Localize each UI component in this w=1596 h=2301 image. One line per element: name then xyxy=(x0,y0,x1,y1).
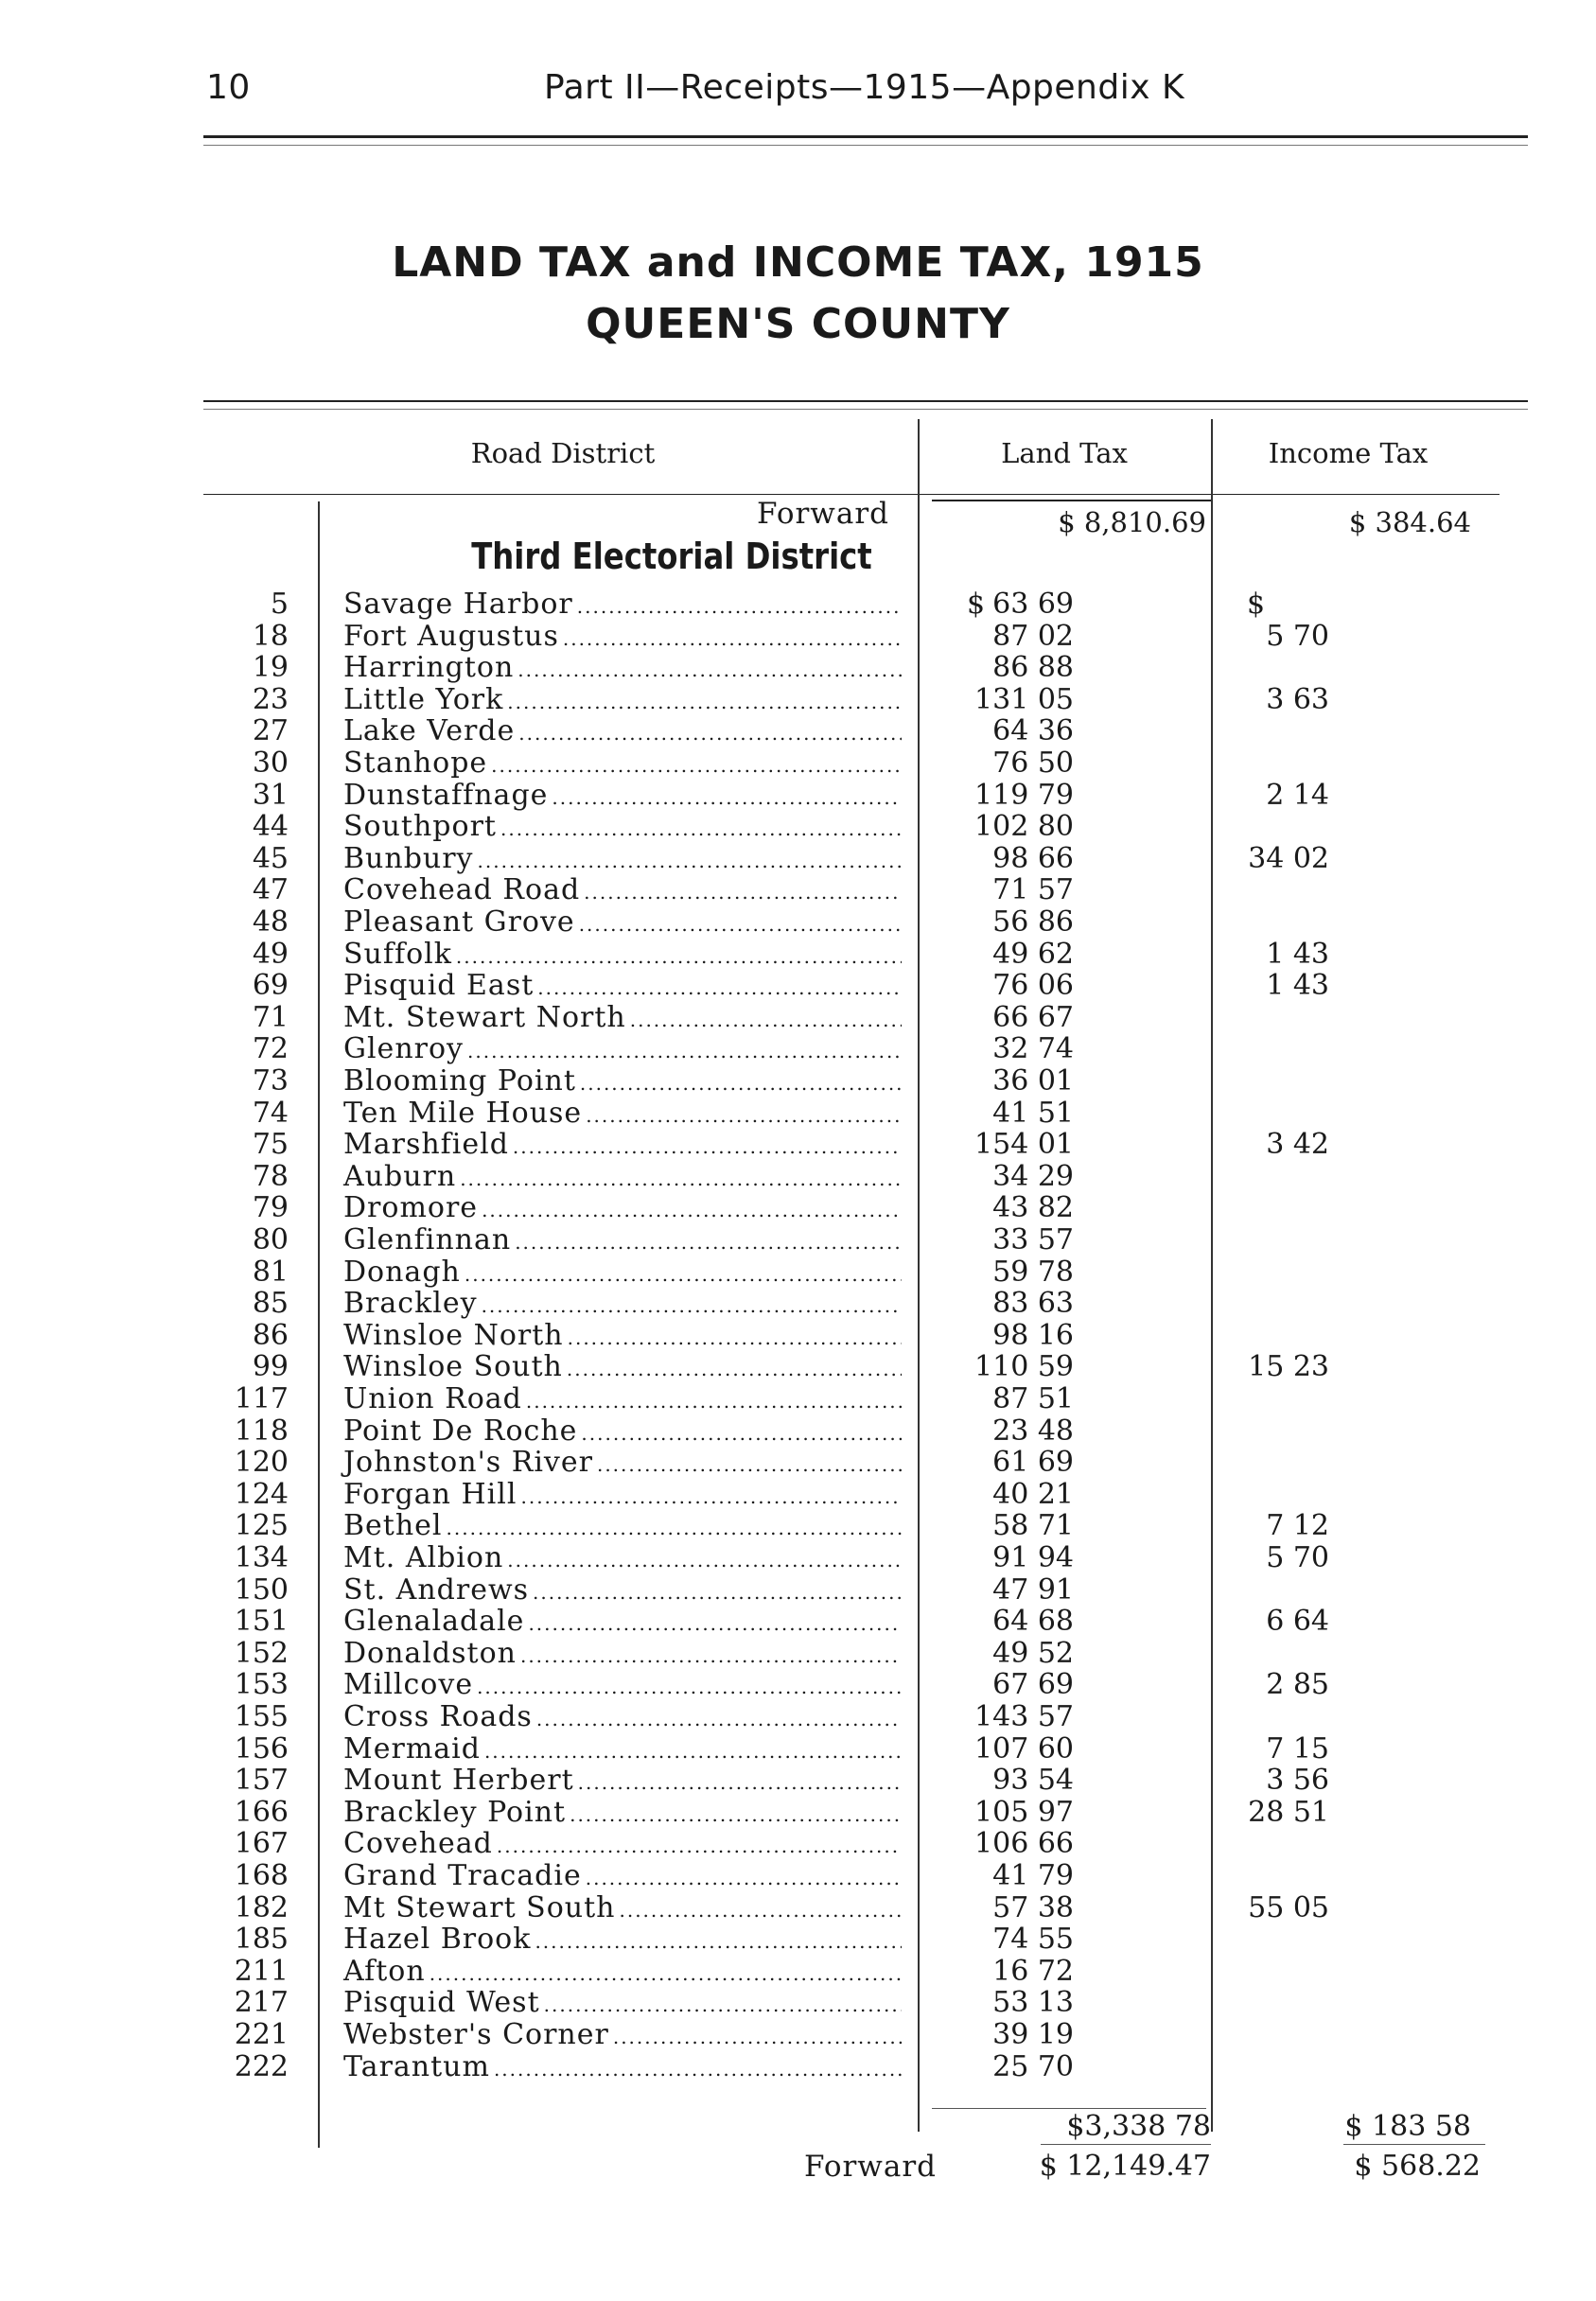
district-name-cell xyxy=(343,2018,902,2051)
land-tax-value: 154 01 xyxy=(974,1128,1074,1162)
district-number: 85 xyxy=(252,1287,289,1321)
district-number: 5 xyxy=(270,588,289,621)
dot-leader xyxy=(586,1859,902,1892)
district-name: Point De Roche xyxy=(343,1414,578,1448)
page-number: 10 xyxy=(206,68,251,107)
district-name-cell xyxy=(343,873,902,906)
land-tax-value: 61 69 xyxy=(992,1446,1074,1480)
district-name: Hazel Brook xyxy=(343,1923,532,1957)
dot-leader xyxy=(517,651,902,684)
dot-leader xyxy=(613,2018,902,2051)
dot-leader xyxy=(578,1764,902,1797)
land-tax-value: 107 60 xyxy=(974,1731,1074,1765)
district-name: Brackley Point xyxy=(343,1795,567,1829)
land-tax-value: 110 59 xyxy=(974,1350,1074,1384)
district-number: 217 xyxy=(234,1986,289,2020)
dot-leader xyxy=(570,1796,902,1829)
divider-income-column xyxy=(1211,419,1213,2132)
district-number: 168 xyxy=(234,1859,289,1892)
district-name: Union Road xyxy=(343,1382,522,1415)
dot-leader xyxy=(430,1955,902,1988)
land-tax-value: 47 91 xyxy=(992,1572,1074,1607)
district-name-cell xyxy=(343,683,902,716)
income-tax-value: 55 05 xyxy=(1248,1890,1329,1924)
district-name: Johnston's River xyxy=(343,1446,593,1480)
district-name: Glenfinnan xyxy=(343,1223,512,1256)
district-name: Pisquid East xyxy=(343,969,535,1003)
dot-leader xyxy=(482,1287,902,1320)
dot-leader xyxy=(465,1256,902,1289)
district-number: 78 xyxy=(252,1159,289,1193)
land-dollar-sign: $ xyxy=(967,588,986,621)
income-tax-value: 1 43 xyxy=(1266,969,1329,1003)
district-name: Dunstaffnage xyxy=(343,778,549,812)
land-tax-value: 16 72 xyxy=(992,1954,1074,1988)
dot-leader xyxy=(619,1891,902,1924)
income-tax-value: 3 42 xyxy=(1266,1128,1329,1162)
dot-leader xyxy=(497,1827,902,1860)
dot-leader xyxy=(477,1668,902,1701)
district-name-cell xyxy=(343,1128,902,1161)
district-name: Grand Tracadie xyxy=(343,1859,582,1892)
land-tax-value: 23 48 xyxy=(992,1414,1074,1448)
land-tax-value: 57 38 xyxy=(992,1890,1074,1924)
district-number: 48 xyxy=(252,905,289,939)
income-dollar-sign: $ xyxy=(1247,588,1266,621)
land-tax-value: 87 02 xyxy=(992,619,1074,653)
district-name: Lake Verde xyxy=(343,714,516,748)
district-name: Winsloe South xyxy=(343,1350,563,1384)
income-tax-value: 3 63 xyxy=(1266,682,1329,716)
income-tax-value: 15 23 xyxy=(1248,1350,1329,1384)
dot-leader xyxy=(500,810,902,843)
district-name-cell xyxy=(343,938,902,971)
district-name: Tarantum xyxy=(343,2049,490,2083)
district-name-cell xyxy=(343,1891,902,1924)
dot-leader xyxy=(520,1478,902,1511)
land-tax-value: 102 80 xyxy=(974,810,1074,844)
section-title: Third Electorial District xyxy=(471,536,872,577)
dot-leader xyxy=(533,1573,902,1607)
land-tax-value: 25 70 xyxy=(992,2049,1074,2083)
district-name: Donagh xyxy=(343,1255,461,1289)
district-name-cell xyxy=(343,1287,902,1320)
district-name-cell xyxy=(343,1764,902,1797)
district-name-cell xyxy=(343,1256,902,1289)
district-number: 72 xyxy=(252,1032,289,1066)
district-number: 125 xyxy=(234,1509,289,1543)
district-number: 150 xyxy=(234,1572,289,1607)
dot-leader xyxy=(537,969,902,1002)
district-name-cell xyxy=(343,810,902,843)
dot-leader xyxy=(581,1414,902,1448)
dot-leader xyxy=(579,905,902,939)
district-number: 45 xyxy=(252,841,289,875)
district-number: 69 xyxy=(252,969,289,1003)
forward-label-bottom: Forward xyxy=(804,2150,937,2184)
district-number: 31 xyxy=(252,778,289,812)
district-name-cell xyxy=(343,1573,902,1607)
district-number: 120 xyxy=(234,1446,289,1480)
district-name: Stanhope xyxy=(343,747,488,780)
dot-leader xyxy=(507,1541,902,1574)
land-tax-value: 98 66 xyxy=(992,841,1074,875)
district-name-cell xyxy=(343,1414,902,1448)
dot-leader xyxy=(467,1032,902,1065)
land-tax-value: 53 13 xyxy=(992,1986,1074,2020)
income-tax-value: 3 56 xyxy=(1266,1764,1329,1798)
land-tax-value: 39 19 xyxy=(992,2018,1074,2051)
header-rule xyxy=(203,135,1528,138)
district-name: Mt. Stewart North xyxy=(343,1000,626,1034)
header-rule-thin xyxy=(203,145,1528,146)
district-name-cell xyxy=(343,620,902,653)
divider-land-column xyxy=(918,419,920,2132)
district-name: Mount Herbert xyxy=(343,1764,574,1798)
dot-leader xyxy=(447,1509,902,1542)
income-tax-value: 34 02 xyxy=(1248,841,1329,875)
land-tax-value: 59 78 xyxy=(992,1255,1074,1289)
district-name-cell xyxy=(343,905,902,939)
district-name-cell xyxy=(343,1827,902,1860)
land-tax-value: 34 29 xyxy=(992,1159,1074,1193)
income-tax-value: 2 85 xyxy=(1266,1668,1329,1702)
district-name: Blooming Point xyxy=(343,1064,576,1098)
district-name-cell xyxy=(343,714,902,747)
dot-leader xyxy=(484,1732,902,1765)
district-name: Glenaladale xyxy=(343,1605,525,1639)
income-tax-value: 7 15 xyxy=(1266,1731,1329,1765)
district-name: Harrington xyxy=(343,651,515,685)
district-name-cell xyxy=(343,1796,902,1829)
district-number: 166 xyxy=(234,1795,289,1829)
district-number: 221 xyxy=(234,2018,289,2051)
page-subtitle: QUEEN'S COUNTY xyxy=(586,300,1010,348)
district-number: 80 xyxy=(252,1223,289,1256)
district-name: Mermaid xyxy=(343,1731,481,1765)
district-name: Ten Mile House xyxy=(343,1096,583,1130)
table-top-rule xyxy=(203,400,1528,402)
dot-leader xyxy=(535,1923,902,1956)
district-name-cell xyxy=(343,1923,902,1956)
dot-leader xyxy=(563,620,902,653)
land-tax-value: 66 67 xyxy=(992,1000,1074,1034)
dot-leader xyxy=(630,1001,902,1034)
district-name-cell xyxy=(343,1191,902,1224)
dot-leader xyxy=(584,873,902,906)
district-name: Pisquid West xyxy=(343,1986,540,2020)
dot-leader xyxy=(568,1319,902,1352)
land-tax-value: 87 51 xyxy=(992,1382,1074,1415)
district-name: Webster's Corner xyxy=(343,2018,609,2051)
land-tax-value: 49 52 xyxy=(992,1636,1074,1670)
land-tax-value: 98 16 xyxy=(992,1318,1074,1352)
district-name: Cross Roads xyxy=(343,1700,533,1733)
district-number: 185 xyxy=(234,1923,289,1957)
district-number: 30 xyxy=(252,747,289,780)
district-name-cell xyxy=(343,779,902,812)
income-tax-value: 5 70 xyxy=(1266,619,1329,653)
dot-leader xyxy=(518,714,902,747)
district-number: 156 xyxy=(234,1731,289,1765)
land-tax-value: 58 71 xyxy=(992,1509,1074,1543)
district-name-cell xyxy=(343,747,902,780)
district-number: 182 xyxy=(234,1890,289,1924)
land-tax-value: 86 88 xyxy=(992,651,1074,685)
district-number: 49 xyxy=(252,937,289,971)
land-tax-value: 64 68 xyxy=(992,1605,1074,1639)
land-tax-value: 83 63 xyxy=(992,1287,1074,1321)
district-name: Bunbury xyxy=(343,841,474,875)
dot-leader xyxy=(478,842,902,875)
district-name-cell xyxy=(343,1350,902,1383)
dot-leader xyxy=(491,747,902,780)
district-number: 23 xyxy=(252,682,289,716)
forward-income-tax-top: $ 384.64 xyxy=(1348,506,1471,538)
district-name: Savage Harbor xyxy=(343,588,573,621)
district-name: Pleasant Grove xyxy=(343,905,575,939)
district-name: Southport xyxy=(343,810,497,844)
income-tax-value: 7 12 xyxy=(1266,1509,1329,1543)
district-number: 152 xyxy=(234,1636,289,1670)
dot-leader xyxy=(577,588,902,621)
dot-leader xyxy=(567,1350,902,1383)
district-number: 71 xyxy=(252,1000,289,1034)
dot-leader xyxy=(597,1446,902,1479)
running-title: Part II—Receipts—1915—Appendix K xyxy=(544,68,1185,107)
district-name-cell xyxy=(343,588,902,621)
district-number: 73 xyxy=(252,1064,289,1098)
land-tax-value: 93 54 xyxy=(992,1764,1074,1798)
land-tax-value: 63 69 xyxy=(992,588,1074,621)
dot-leader xyxy=(494,2050,902,2083)
district-number: 19 xyxy=(252,651,289,685)
forward-label-top: Forward xyxy=(757,497,889,531)
forward-income-tax-bottom: $ 568.22 xyxy=(1354,2150,1481,2183)
district-number: 118 xyxy=(234,1414,289,1448)
district-name-cell xyxy=(343,1986,902,2019)
district-number: 211 xyxy=(234,1954,289,1988)
subtotal-land-tax: $3,338 78 xyxy=(1066,2110,1211,2143)
district-number: 44 xyxy=(252,810,289,844)
district-name-cell xyxy=(343,1859,902,1892)
land-tax-value: 36 01 xyxy=(992,1064,1074,1098)
district-name-cell xyxy=(343,842,902,875)
dot-leader xyxy=(520,1637,902,1670)
district-name: Winsloe North xyxy=(343,1318,564,1352)
land-forward-bottom-rule xyxy=(1041,2144,1211,2145)
land-tax-value: 71 57 xyxy=(992,873,1074,907)
income-tax-value: 2 14 xyxy=(1266,778,1329,812)
land-tax-value: 49 62 xyxy=(992,937,1074,971)
income-tax-value: 28 51 xyxy=(1248,1795,1329,1829)
column-header-road-district: Road District xyxy=(470,437,656,469)
district-number: 222 xyxy=(234,2049,289,2083)
land-tax-value: 119 79 xyxy=(974,778,1074,812)
land-tax-value: 40 21 xyxy=(992,1477,1074,1511)
district-name-cell xyxy=(343,969,902,1002)
district-name: Millcove xyxy=(343,1668,474,1702)
district-name-cell xyxy=(343,1541,902,1574)
column-header-income-tax: Income Tax xyxy=(1268,437,1429,469)
dot-leader xyxy=(507,683,902,716)
dot-leader xyxy=(526,1382,902,1415)
district-name: Fort Augustus xyxy=(343,619,559,653)
district-number: 79 xyxy=(252,1191,289,1225)
land-tax-value: 76 50 xyxy=(992,747,1074,780)
district-name-cell xyxy=(343,1032,902,1065)
income-tax-value: 5 70 xyxy=(1266,1541,1329,1574)
district-name-cell xyxy=(343,651,902,684)
divider-number-column xyxy=(318,501,320,2148)
district-name: Mt. Albion xyxy=(343,1541,504,1574)
land-tax-value: 131 05 xyxy=(974,682,1074,716)
forward-land-tax-bottom: $ 12,149.47 xyxy=(1039,2150,1211,2183)
land-tax-value: 41 79 xyxy=(992,1859,1074,1892)
district-number: 155 xyxy=(234,1700,289,1733)
district-name-cell xyxy=(343,2050,902,2083)
district-name-cell xyxy=(343,1097,902,1130)
district-name-cell xyxy=(343,1223,902,1256)
district-name: Bethel xyxy=(343,1509,443,1543)
dot-leader xyxy=(513,1128,902,1161)
district-name-cell xyxy=(343,1637,902,1670)
district-name: Little York xyxy=(343,682,504,716)
district-name: Forgan Hill xyxy=(343,1477,517,1511)
district-number: 151 xyxy=(234,1605,289,1639)
dot-leader xyxy=(528,1605,902,1638)
district-name-cell xyxy=(343,1382,902,1415)
dot-leader xyxy=(456,938,902,971)
district-number: 74 xyxy=(252,1096,289,1130)
page-title: LAND TAX and INCOME TAX, 1915 xyxy=(392,238,1204,287)
district-number: 153 xyxy=(234,1668,289,1702)
district-name-cell xyxy=(343,1160,902,1193)
income-tax-value: 6 64 xyxy=(1266,1605,1329,1639)
income-forward-bottom-rule xyxy=(1343,2144,1485,2145)
land-tax-value: 43 82 xyxy=(992,1191,1074,1225)
dot-leader xyxy=(586,1097,902,1130)
table-top-rule-thin xyxy=(203,409,1528,410)
district-number: 167 xyxy=(234,1827,289,1861)
district-name: St. Andrews xyxy=(343,1572,530,1607)
district-number: 157 xyxy=(234,1764,289,1798)
land-tax-value: 33 57 xyxy=(992,1223,1074,1256)
district-name: Donaldston xyxy=(343,1636,517,1670)
district-name-cell xyxy=(343,1668,902,1701)
district-name-cell xyxy=(343,1605,902,1638)
land-tax-value: 67 69 xyxy=(992,1668,1074,1702)
land-tax-value: 32 74 xyxy=(992,1032,1074,1066)
dot-leader xyxy=(515,1223,902,1256)
district-number: 124 xyxy=(234,1477,289,1511)
district-name: Auburn xyxy=(343,1159,457,1193)
income-tax-value: 1 43 xyxy=(1266,937,1329,971)
district-number: 47 xyxy=(252,873,289,907)
district-number: 75 xyxy=(252,1128,289,1162)
district-name: Mt Stewart South xyxy=(343,1890,616,1924)
land-tax-value: 91 94 xyxy=(992,1541,1074,1574)
land-tax-value: 106 66 xyxy=(974,1827,1074,1861)
land-tax-value: 56 86 xyxy=(992,905,1074,939)
district-name: Afton xyxy=(343,1954,426,1988)
district-name-cell xyxy=(343,1955,902,1988)
district-name-cell xyxy=(343,1446,902,1479)
land-forward-rule xyxy=(932,500,1211,501)
dot-leader xyxy=(552,779,902,812)
dot-leader xyxy=(536,1700,902,1733)
dot-leader xyxy=(580,1064,902,1098)
land-tax-value: 143 57 xyxy=(974,1700,1074,1733)
land-tax-value: 76 06 xyxy=(992,969,1074,1003)
land-tax-value: 41 51 xyxy=(992,1096,1074,1130)
district-name-cell xyxy=(343,1732,902,1765)
land-tax-value: 64 36 xyxy=(992,714,1074,748)
district-name: Glenroy xyxy=(343,1032,464,1066)
district-number: 18 xyxy=(252,619,289,653)
district-name-cell xyxy=(343,1319,902,1352)
district-name-cell xyxy=(343,1064,902,1098)
district-name: Brackley xyxy=(343,1287,478,1321)
column-header-land-tax: Land Tax xyxy=(1001,437,1128,469)
district-name: Covehead xyxy=(343,1827,493,1861)
column-header-rule xyxy=(203,494,1500,495)
dot-leader xyxy=(460,1160,902,1193)
district-name: Marshfield xyxy=(343,1128,509,1162)
district-number: 27 xyxy=(252,714,289,748)
district-number: 117 xyxy=(234,1382,289,1415)
district-number: 134 xyxy=(234,1541,289,1574)
land-tax-value: 105 97 xyxy=(974,1795,1074,1829)
district-number: 86 xyxy=(252,1318,289,1352)
dot-leader xyxy=(544,1986,902,2019)
district-name-cell xyxy=(343,1700,902,1733)
district-name-cell xyxy=(343,1478,902,1511)
district-name-cell xyxy=(343,1509,902,1542)
district-name: Covehead Road xyxy=(343,873,581,907)
district-number: 99 xyxy=(252,1350,289,1384)
subtotal-income-tax: $ 183 58 xyxy=(1344,2110,1471,2143)
district-name-cell xyxy=(343,1001,902,1034)
district-number: 81 xyxy=(252,1255,289,1289)
forward-land-tax-top: $ 8,810.69 xyxy=(1058,506,1206,538)
dot-leader xyxy=(482,1191,902,1224)
land-tax-value: 74 55 xyxy=(992,1923,1074,1957)
district-name: Dromore xyxy=(343,1191,479,1225)
land-subtotal-rule xyxy=(932,2108,1206,2109)
district-name: Suffolk xyxy=(343,937,452,971)
